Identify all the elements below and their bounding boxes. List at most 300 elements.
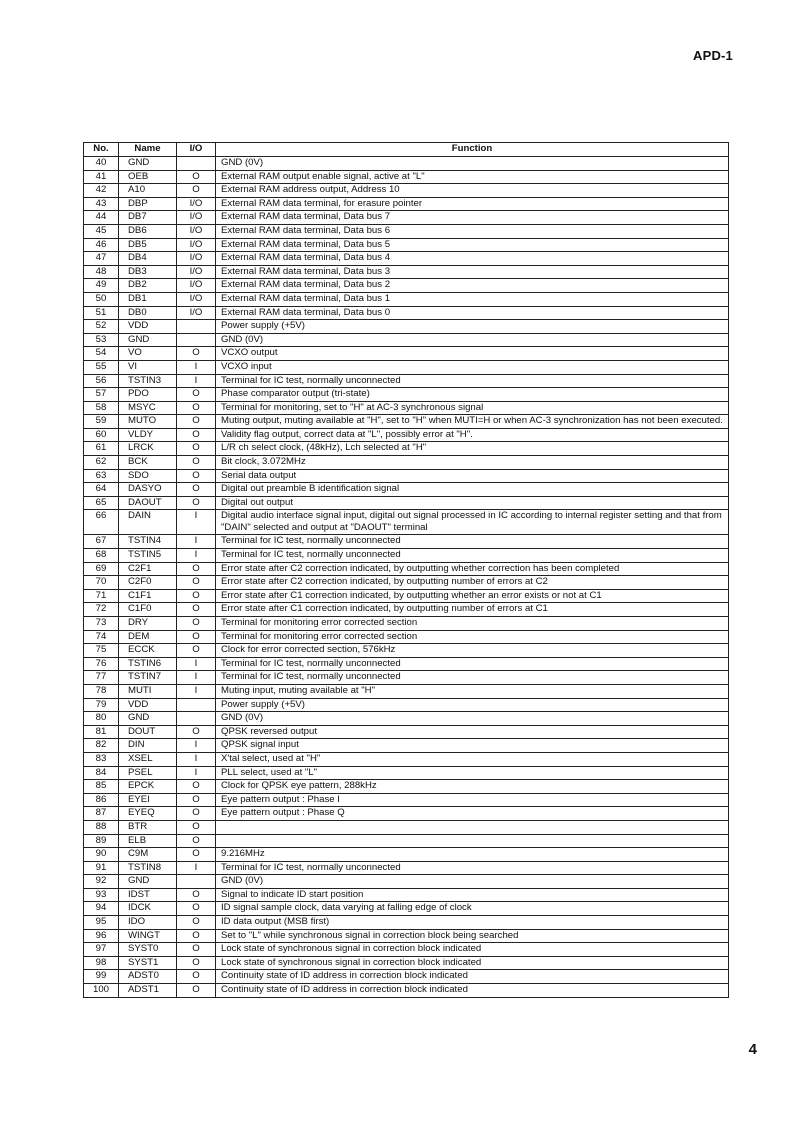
pin-io: I/O: [177, 306, 216, 320]
pin-function: Terminal for monitoring error corrected section: [216, 617, 729, 631]
page-number: 4: [748, 1041, 757, 1058]
table-row: [84, 848, 729, 862]
pin-name: DB1: [119, 292, 177, 306]
pin-io: I: [177, 766, 216, 780]
table-row: [84, 671, 729, 685]
pin-function: Eye pattern output : Phase Q: [216, 807, 729, 821]
pin-number: 57: [84, 388, 119, 402]
table-row: [84, 238, 729, 252]
pin-number: 87: [84, 807, 119, 821]
pin-io: I/O: [177, 197, 216, 211]
table-row: [84, 766, 729, 780]
pin-name: C2F1: [119, 562, 177, 576]
pin-number: 74: [84, 630, 119, 644]
pin-name: DB6: [119, 224, 177, 238]
pin-function: External RAM data terminal, for erasure pointer: [216, 197, 729, 211]
table-row: [84, 535, 729, 549]
table-row: [84, 496, 729, 510]
pin-name: GND: [119, 157, 177, 171]
pin-function: GND (0V): [216, 875, 729, 889]
pin-name: DB5: [119, 238, 177, 252]
header-row: [84, 143, 729, 157]
table-row: [84, 510, 729, 535]
column-header-no: No.: [84, 143, 119, 157]
pin-io: I: [177, 657, 216, 671]
pin-io: O: [177, 617, 216, 631]
pin-function: Validity flag output, correct data at "L", possibly error at "H".: [216, 428, 729, 442]
pin-io: I: [177, 374, 216, 388]
table-row: [84, 861, 729, 875]
pin-function: GND (0V): [216, 157, 729, 171]
pin-number: 94: [84, 902, 119, 916]
pin-function: Lock state of synchronous signal in correction block indicated: [216, 956, 729, 970]
pin-number: 40: [84, 157, 119, 171]
pin-io: O: [177, 428, 216, 442]
table-row: [84, 184, 729, 198]
pin-number: 48: [84, 265, 119, 279]
pin-function: Digital audio interface signal input, digital out signal processed in IC according to internal register setting and that from "DAIN" selected and output at "DAOUT" terminal: [216, 510, 729, 535]
pin-number: 47: [84, 252, 119, 266]
pin-name: EPCK: [119, 780, 177, 794]
pin-function: QPSK reversed output: [216, 725, 729, 739]
pin-name: DRY: [119, 617, 177, 631]
pin-io: I: [177, 535, 216, 549]
pin-number: 92: [84, 875, 119, 889]
pin-io: O: [177, 725, 216, 739]
pin-function: Bit clock, 3.072MHz: [216, 456, 729, 470]
pin-name: DOUT: [119, 725, 177, 739]
pin-name: C1F1: [119, 589, 177, 603]
pin-function: External RAM data terminal, Data bus 5: [216, 238, 729, 252]
table-row: [84, 956, 729, 970]
pin-io: I/O: [177, 265, 216, 279]
pin-number: 58: [84, 401, 119, 415]
pin-name: GND: [119, 875, 177, 889]
table-row: [84, 644, 729, 658]
pin-function: Terminal for IC test, normally unconnected: [216, 861, 729, 875]
pin-number: 43: [84, 197, 119, 211]
table-row: [84, 603, 729, 617]
table-row: [84, 320, 729, 334]
pin-name: DEM: [119, 630, 177, 644]
pin-number: 77: [84, 671, 119, 685]
pin-function: Clock for error corrected section, 576kHz: [216, 644, 729, 658]
pin-function: Set to "L" while synchronous signal in correction block being searched: [216, 929, 729, 943]
pin-function: External RAM data terminal, Data bus 0: [216, 306, 729, 320]
pin-function: Terminal for monitoring, set to "H" at AC-3 synchronous signal: [216, 401, 729, 415]
pin-io: I: [177, 360, 216, 374]
table-row: [84, 780, 729, 794]
pin-name: VI: [119, 360, 177, 374]
table-row: [84, 902, 729, 916]
pin-number: 49: [84, 279, 119, 293]
pin-name: BCK: [119, 456, 177, 470]
pin-name: DB4: [119, 252, 177, 266]
pin-function: External RAM data terminal, Data bus 2: [216, 279, 729, 293]
pin-function: External RAM data terminal, Data bus 1: [216, 292, 729, 306]
pin-io: O: [177, 170, 216, 184]
pin-name: SYST0: [119, 943, 177, 957]
pin-io: O: [177, 970, 216, 984]
pin-io: O: [177, 496, 216, 510]
pin-number: 82: [84, 739, 119, 753]
pin-function: ID signal sample clock, data varying at falling edge of clock: [216, 902, 729, 916]
pin-io: O: [177, 820, 216, 834]
pin-function: [216, 834, 729, 848]
pin-number: 72: [84, 603, 119, 617]
pin-name: VLDY: [119, 428, 177, 442]
pin-function: Eye pattern output : Phase I: [216, 793, 729, 807]
pin-io: I/O: [177, 279, 216, 293]
pin-name: IDST: [119, 888, 177, 902]
pin-number: 64: [84, 483, 119, 497]
table-row: [84, 469, 729, 483]
pin-io: I: [177, 752, 216, 766]
pin-number: 100: [84, 984, 119, 998]
pin-function: Terminal for IC test, normally unconnected: [216, 549, 729, 563]
pin-name: DB2: [119, 279, 177, 293]
pin-io: O: [177, 644, 216, 658]
table-row: [84, 875, 729, 889]
pin-io: [177, 320, 216, 334]
table-row: [84, 347, 729, 361]
pin-number: 93: [84, 888, 119, 902]
pin-io: O: [177, 576, 216, 590]
pin-name: DBP: [119, 197, 177, 211]
pin-number: 65: [84, 496, 119, 510]
pin-name: GND: [119, 333, 177, 347]
pin-number: 53: [84, 333, 119, 347]
pin-io: [177, 698, 216, 712]
pin-number: 50: [84, 292, 119, 306]
pin-io: O: [177, 347, 216, 361]
pin-io: O: [177, 916, 216, 930]
pin-number: 76: [84, 657, 119, 671]
table-row: [84, 456, 729, 470]
pin-io: O: [177, 184, 216, 198]
table-row: [84, 401, 729, 415]
pin-name: BTR: [119, 820, 177, 834]
pin-number: 61: [84, 442, 119, 456]
pin-name: VO: [119, 347, 177, 361]
pin-function: Terminal for monitoring error corrected section: [216, 630, 729, 644]
table-row: [84, 388, 729, 402]
pin-name: VDD: [119, 320, 177, 334]
pin-io: O: [177, 956, 216, 970]
pin-function: Muting output, muting available at "H", set to "H" when MUTI=H or when AC-3 synchronization has not been executed.: [216, 415, 729, 429]
table-row: [84, 888, 729, 902]
table-row: [84, 483, 729, 497]
pin-io: I/O: [177, 211, 216, 225]
pin-io: O: [177, 630, 216, 644]
pin-io: I: [177, 549, 216, 563]
pin-function: Lock state of synchronous signal in correction block indicated: [216, 943, 729, 957]
pin-io: O: [177, 442, 216, 456]
table-row: [84, 170, 729, 184]
table-row: [84, 698, 729, 712]
table-row: [84, 442, 729, 456]
pin-number: 79: [84, 698, 119, 712]
pin-function: External RAM data terminal, Data bus 6: [216, 224, 729, 238]
pin-function: External RAM data terminal, Data bus 3: [216, 265, 729, 279]
pin-name: XSEL: [119, 752, 177, 766]
pin-function: VCXO input: [216, 360, 729, 374]
pin-io: O: [177, 388, 216, 402]
pin-name: ECCK: [119, 644, 177, 658]
pin-name: LRCK: [119, 442, 177, 456]
table-row: [84, 292, 729, 306]
pin-name: GND: [119, 712, 177, 726]
pin-number: 60: [84, 428, 119, 442]
table-body: [84, 157, 729, 998]
pin-function: VCXO output: [216, 347, 729, 361]
pin-function: Serial data output: [216, 469, 729, 483]
pin-function: External RAM data terminal, Data bus 4: [216, 252, 729, 266]
table-row: [84, 752, 729, 766]
pin-function: X'tal select, used at "H": [216, 752, 729, 766]
pin-name: ADST0: [119, 970, 177, 984]
pin-io: O: [177, 415, 216, 429]
table-row: [84, 916, 729, 930]
pin-name: SDO: [119, 469, 177, 483]
pin-name: TSTIN6: [119, 657, 177, 671]
pin-name: DASYO: [119, 483, 177, 497]
table-row: [84, 617, 729, 631]
pin-io: I: [177, 861, 216, 875]
pin-io: [177, 157, 216, 171]
pin-io: O: [177, 589, 216, 603]
pin-io: O: [177, 848, 216, 862]
table-row: [84, 793, 729, 807]
pin-number: 85: [84, 780, 119, 794]
pin-number: 56: [84, 374, 119, 388]
table-row: [84, 984, 729, 998]
pin-number: 42: [84, 184, 119, 198]
pin-function: QPSK signal input: [216, 739, 729, 753]
table-row: [84, 725, 729, 739]
pin-name: EYEQ: [119, 807, 177, 821]
pin-number: 86: [84, 793, 119, 807]
pin-number: 81: [84, 725, 119, 739]
pin-function: Signal to indicate ID start position: [216, 888, 729, 902]
table-row: [84, 970, 729, 984]
pin-io: [177, 875, 216, 889]
pin-io: I/O: [177, 292, 216, 306]
pin-number: 71: [84, 589, 119, 603]
pin-io: [177, 712, 216, 726]
table-row: [84, 712, 729, 726]
pin-function: ID data output (MSB first): [216, 916, 729, 930]
pin-function: Continuity state of ID address in correction block indicated: [216, 984, 729, 998]
pin-number: 83: [84, 752, 119, 766]
pin-number: 70: [84, 576, 119, 590]
table-row: [84, 157, 729, 171]
pin-number: 90: [84, 848, 119, 862]
pin-name: TSTIN4: [119, 535, 177, 549]
pin-number: 98: [84, 956, 119, 970]
table-row: [84, 279, 729, 293]
pin-io: O: [177, 401, 216, 415]
pin-name: C2F0: [119, 576, 177, 590]
pin-io: O: [177, 888, 216, 902]
table-row: [84, 252, 729, 266]
pin-name: TSTIN5: [119, 549, 177, 563]
table-row: [84, 589, 729, 603]
pin-io: I/O: [177, 224, 216, 238]
pin-function: Power supply (+5V): [216, 698, 729, 712]
pin-number: 89: [84, 834, 119, 848]
pin-name: TSTIN8: [119, 861, 177, 875]
document-id: APD-1: [692, 48, 733, 63]
pin-function: External RAM data terminal, Data bus 7: [216, 211, 729, 225]
pin-name: DB7: [119, 211, 177, 225]
pin-name: ELB: [119, 834, 177, 848]
table-row: [84, 197, 729, 211]
pin-number: 52: [84, 320, 119, 334]
pin-name: MUTO: [119, 415, 177, 429]
pin-name: C1F0: [119, 603, 177, 617]
pin-name: C9M: [119, 848, 177, 862]
pin-number: 97: [84, 943, 119, 957]
pin-function: Terminal for IC test, normally unconnected: [216, 374, 729, 388]
pin-function: Error state after C2 correction indicated, by outputting number of errors at C2: [216, 576, 729, 590]
table-row: [84, 211, 729, 225]
pin-name: MUTI: [119, 684, 177, 698]
pin-name: IDCK: [119, 902, 177, 916]
pin-io: I: [177, 684, 216, 698]
pin-function: Power supply (+5V): [216, 320, 729, 334]
table-row: [84, 333, 729, 347]
pin-function: Continuity state of ID address in correction block indicated: [216, 970, 729, 984]
pin-number: 44: [84, 211, 119, 225]
pin-name: DIN: [119, 739, 177, 753]
table-row: [84, 374, 729, 388]
pin-number: 63: [84, 469, 119, 483]
pin-io: O: [177, 984, 216, 998]
pin-io: I: [177, 739, 216, 753]
pin-number: 78: [84, 684, 119, 698]
pin-function-table: [83, 142, 729, 998]
pin-number: 96: [84, 929, 119, 943]
pin-function: Error state after C1 correction indicated, by outputting number of errors at C1: [216, 603, 729, 617]
pin-number: 73: [84, 617, 119, 631]
pin-number: 88: [84, 820, 119, 834]
table-row: [84, 224, 729, 238]
pin-number: 51: [84, 306, 119, 320]
pin-function: Error state after C2 correction indicated, by outputting whether correction has been completed: [216, 562, 729, 576]
pin-io: O: [177, 456, 216, 470]
pin-function: GND (0V): [216, 712, 729, 726]
pin-io: O: [177, 469, 216, 483]
pin-function: Terminal for IC test, normally unconnected: [216, 671, 729, 685]
pin-number: 55: [84, 360, 119, 374]
pin-name: PDO: [119, 388, 177, 402]
column-header-name: Name: [119, 143, 177, 157]
table-row: [84, 943, 729, 957]
pin-name: DAIN: [119, 510, 177, 535]
pin-function: Error state after C1 correction indicated, by outputting whether an error exists or not at C1: [216, 589, 729, 603]
table-row: [84, 929, 729, 943]
pin-name: TSTIN7: [119, 671, 177, 685]
table-row: [84, 657, 729, 671]
pin-name: ADST1: [119, 984, 177, 998]
pin-io: I/O: [177, 252, 216, 266]
pin-number: 66: [84, 510, 119, 535]
pin-name: MSYC: [119, 401, 177, 415]
pin-number: 59: [84, 415, 119, 429]
table-row: [84, 265, 729, 279]
table-row: [84, 549, 729, 563]
pin-name: SYST1: [119, 956, 177, 970]
pin-name: DB3: [119, 265, 177, 279]
pin-number: 80: [84, 712, 119, 726]
pin-io: O: [177, 943, 216, 957]
pin-io: O: [177, 807, 216, 821]
pin-name: PSEL: [119, 766, 177, 780]
pin-name: DB0: [119, 306, 177, 320]
pin-function: Terminal for IC test, normally unconnected: [216, 535, 729, 549]
table-row: [84, 415, 729, 429]
pin-io: [177, 333, 216, 347]
pin-number: 45: [84, 224, 119, 238]
pin-io: O: [177, 929, 216, 943]
table-row: [84, 360, 729, 374]
pin-io: O: [177, 562, 216, 576]
pin-name: A10: [119, 184, 177, 198]
pin-io: O: [177, 902, 216, 916]
pin-number: 91: [84, 861, 119, 875]
pin-number: 41: [84, 170, 119, 184]
pin-io: I: [177, 510, 216, 535]
pin-number: 84: [84, 766, 119, 780]
table-row: [84, 834, 729, 848]
pin-number: 62: [84, 456, 119, 470]
table-row: [84, 684, 729, 698]
pin-io: O: [177, 603, 216, 617]
pin-name: EYEI: [119, 793, 177, 807]
column-header-function: Function: [216, 143, 729, 157]
pin-number: 99: [84, 970, 119, 984]
pin-function: [216, 820, 729, 834]
pin-io: I: [177, 671, 216, 685]
table-row: [84, 306, 729, 320]
pin-function: 9.216MHz: [216, 848, 729, 862]
pin-io: O: [177, 780, 216, 794]
table-header: [84, 143, 729, 157]
pin-name: DAOUT: [119, 496, 177, 510]
table-row: [84, 820, 729, 834]
pin-function: GND (0V): [216, 333, 729, 347]
pin-name: TSTIN3: [119, 374, 177, 388]
pin-function: Muting input, muting available at "H": [216, 684, 729, 698]
pin-function: Phase comparator output (tri-state): [216, 388, 729, 402]
pin-number: 95: [84, 916, 119, 930]
table-row: [84, 576, 729, 590]
pin-io: O: [177, 834, 216, 848]
pin-number: 54: [84, 347, 119, 361]
pin-function: Digital out output: [216, 496, 729, 510]
pin-function: External RAM output enable signal, active at "L": [216, 170, 729, 184]
pin-number: 68: [84, 549, 119, 563]
pin-name: VDD: [119, 698, 177, 712]
table-row: [84, 428, 729, 442]
pin-function: Terminal for IC test, normally unconnected: [216, 657, 729, 671]
pin-number: 67: [84, 535, 119, 549]
pin-io: O: [177, 483, 216, 497]
pin-function: PLL select, used at "L": [216, 766, 729, 780]
column-header-io: I/O: [177, 143, 216, 157]
pin-name: OEB: [119, 170, 177, 184]
